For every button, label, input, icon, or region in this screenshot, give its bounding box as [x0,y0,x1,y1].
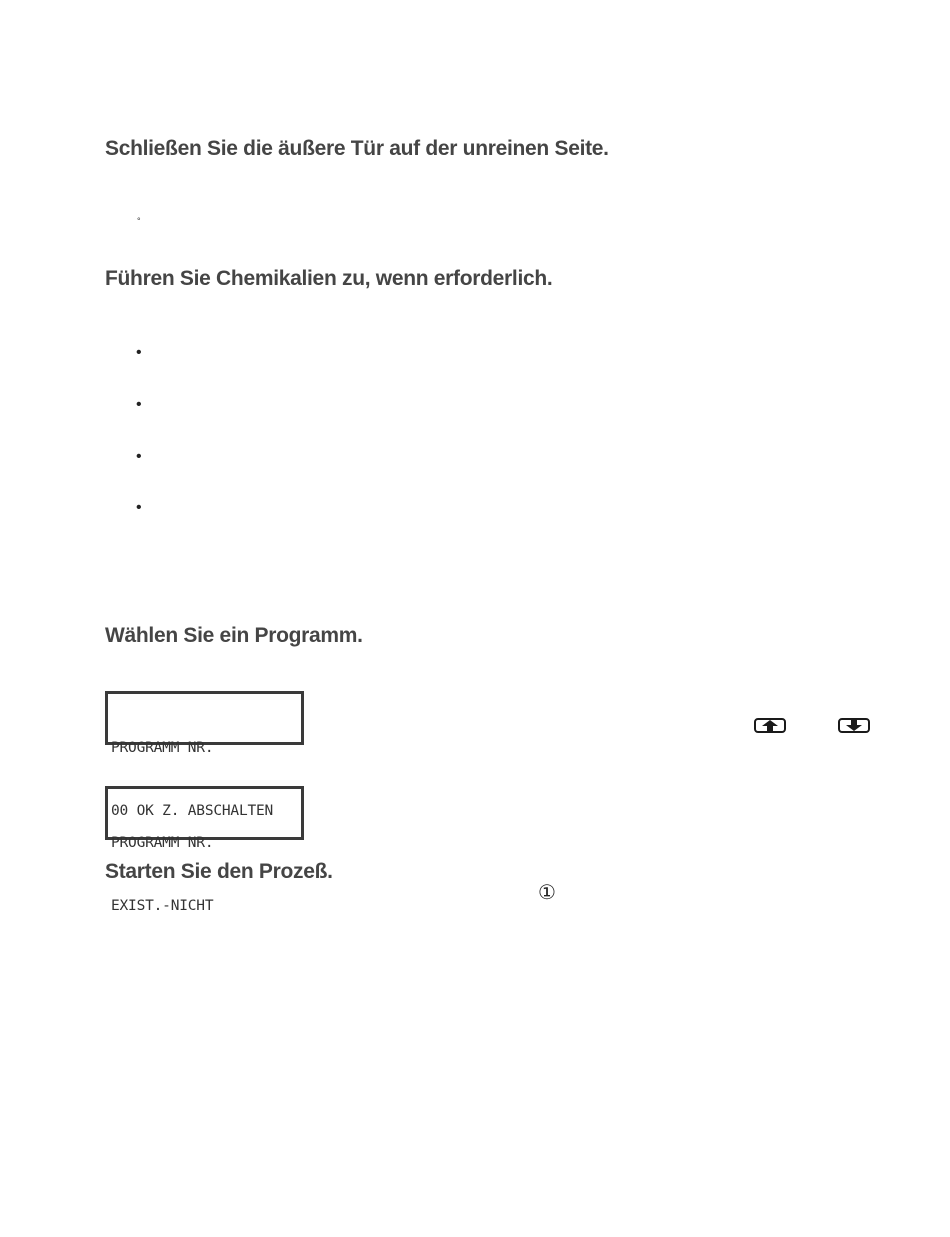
step-heading-start-process: Starten Sie den Prozeß. [105,860,333,883]
step-heading-close-door: Schließen Sie die äußere Tür auf der unreinen Seite. [105,137,609,160]
lcd-line: PROGRAMM NR. [111,740,214,756]
degree-mark: ° [137,216,141,226]
step-heading-chemicals: Führen Sie Chemikalien zu, wenn erforderlich. [105,267,553,290]
lcd-line: PROGRAMM NR. [111,835,214,851]
list-bullet: • [136,344,142,361]
arrow-down-icon [846,720,862,731]
circled-one-marker: ① [538,880,556,904]
step-heading-select-program: Wählen Sie ein Programm. [105,624,363,647]
list-bullet: • [136,499,142,516]
lcd-display-program-ok [105,691,304,819]
list-bullet: • [136,396,142,413]
lcd-line: 00 OK Z. ABSCHALTEN [111,803,274,819]
arrow-up-icon [762,720,778,731]
arrow-down-key[interactable] [838,718,870,733]
lcd-line: EXIST.-NICHT [111,898,214,914]
list-bullet: • [136,448,142,465]
arrow-up-key[interactable] [754,718,786,733]
